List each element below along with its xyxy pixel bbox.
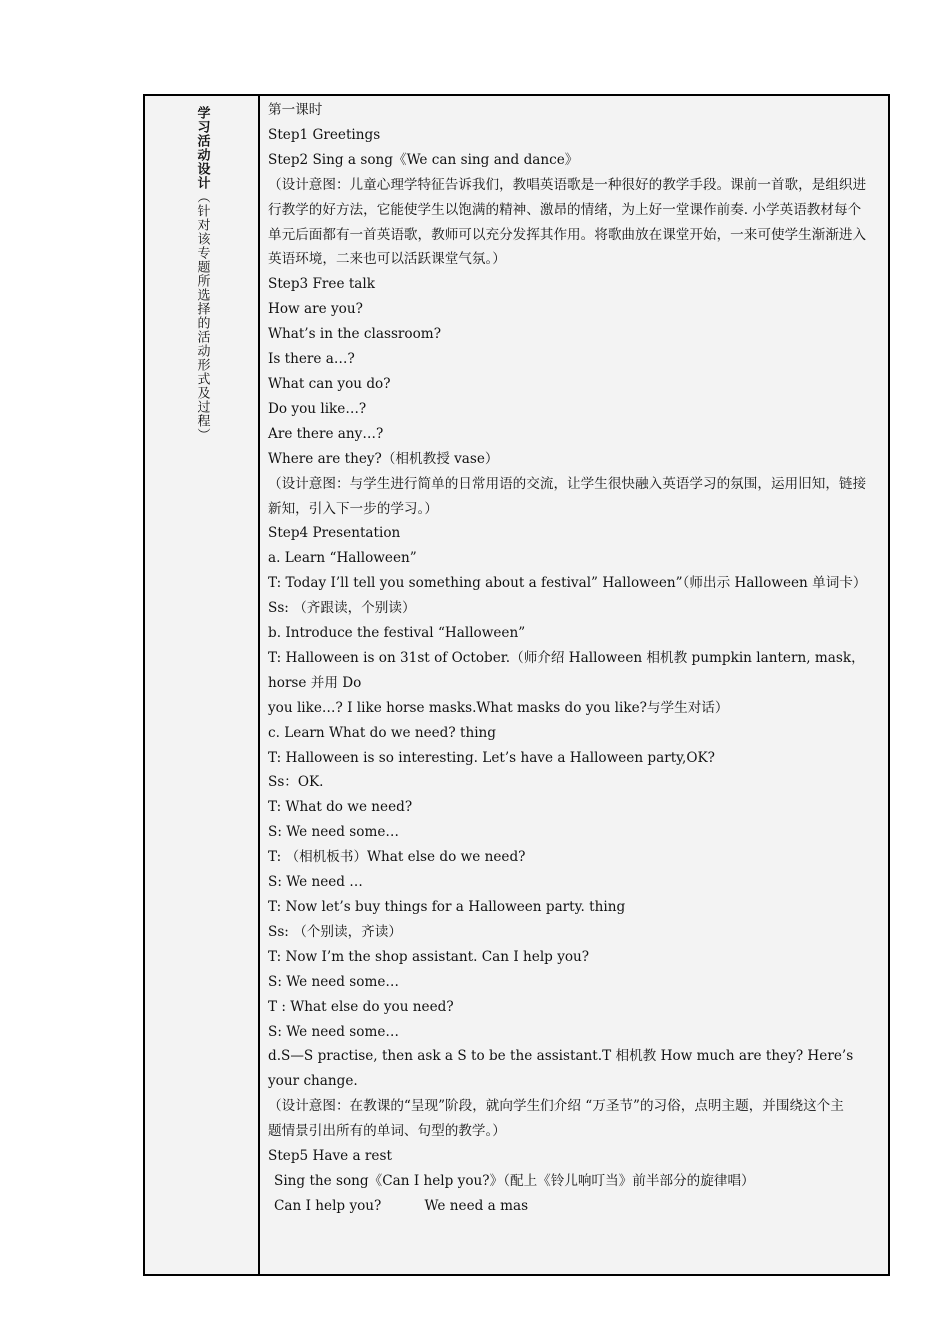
activity-design-table xyxy=(143,94,890,1276)
text-line: Do you like…? xyxy=(268,400,367,417)
text-line: How are you? xyxy=(268,301,363,318)
text-line: Can I help you? We need a mas xyxy=(274,1197,529,1214)
text-line: （设计意图：儿童心理学特征告诉我们，教唱英语歌是一种很好的教学手段。课前一首歌，是组织进 xyxy=(268,176,867,193)
text-line: S: We need some… xyxy=(268,824,399,841)
text-line: you like…? I like horse masks.What masks do you like?与学生对话） xyxy=(268,699,729,716)
side-label-subtitle: （针对该专题所选择的活动形式及过程） xyxy=(194,190,210,442)
text-line: T: Now let’s buy things for a Halloween party. thing xyxy=(268,899,626,915)
text-line: 第一课时 xyxy=(268,102,323,118)
text-line: T: （相机板书）What else do we need? xyxy=(268,849,526,866)
text-line: 行教学的好方法，它能使学生以饱满的精神、激昂的情绪，为上好一堂课作前奏. 小学英语教材每个 xyxy=(268,201,862,218)
text-line: T: Now I’m the shop assistant. Can I help you? xyxy=(268,948,590,965)
text-line: 单元后面都有一首英语歌，教师可以充分发挥其作用。将歌曲放在课堂开始，一来可使学生渐渐进入 xyxy=(268,226,867,243)
text-line: Ss: （齐跟读，个别读） xyxy=(268,600,416,617)
text-line: Ss：OK. xyxy=(268,774,324,791)
text-line: T: Today I’ll tell you something about a festival” Halloween”（师出示 Halloween 单词卡） xyxy=(268,575,867,592)
text-line: Ss: （个别读，齐读） xyxy=(268,923,402,940)
text-line: T: What do we need? xyxy=(268,799,413,816)
text-line: Step5 Have a rest xyxy=(268,1148,392,1165)
text-line: S: We need … xyxy=(268,874,363,891)
text-line: Step4 Presentation xyxy=(268,525,401,542)
text-line: T: Halloween is on 31st of October.（师介绍 Halloween 相机教 pumpkin lantern, mask，horse 并用 Do xyxy=(268,649,865,691)
text-line: Where are they?（相机教授 vase） xyxy=(268,450,499,467)
text-line: S: We need some… xyxy=(268,1023,399,1040)
text-line: T : What else do you need? xyxy=(268,998,454,1015)
text-line: What’s in the classroom? xyxy=(268,326,441,343)
text-line: d.S—S practise, then ask a S to be the assistant.T 相机教 How much are they? Here’s your change. xyxy=(268,1048,858,1090)
text-line: Is there a…? xyxy=(268,351,355,368)
text-line: （设计意图：与学生进行简单的日常用语的交流，让学生很快融入英语学习的氛围，运用旧知，链接 xyxy=(268,475,867,492)
text-line: What can you do? xyxy=(268,375,391,392)
text-line: Sing the song《Can I help you?》（配上《铃儿响叮当》前半部分的旋律唱） xyxy=(274,1172,755,1189)
side-label-cell xyxy=(145,96,260,1274)
text-line: Step2 Sing a song《We can sing and dance》 xyxy=(268,151,579,168)
text-line: a. Learn “Halloween” xyxy=(268,550,417,567)
side-label xyxy=(194,106,210,1274)
text-line: T: Halloween is so interesting. Let’s have a Halloween party,OK? xyxy=(268,749,715,766)
text-line: b. Introduce the festival “Halloween” xyxy=(268,625,526,642)
text-line: （设计意图：在教课的“呈现”阶段，就向学生们介绍 “万圣节”的习俗，点明主题，并围绕这个主 xyxy=(268,1098,844,1115)
text-line: Are there any…? xyxy=(268,425,384,442)
text-line: 题情景引出所有的单词、句型的教学。） xyxy=(268,1123,506,1140)
text-line: S: We need some… xyxy=(268,973,399,990)
content-cell xyxy=(260,96,888,1274)
text-line: 新知，引入下一步的学习。） xyxy=(268,500,438,517)
text-line: c. Learn What do we need? thing xyxy=(268,724,497,741)
side-label-title: 学习活动设计 xyxy=(194,106,210,190)
text-line: Step1 Greetings xyxy=(268,126,381,143)
text-line: Step3 Free talk xyxy=(268,276,375,293)
text-line: 英语环境，二来也可以活跃课堂气氛。） xyxy=(268,251,506,268)
